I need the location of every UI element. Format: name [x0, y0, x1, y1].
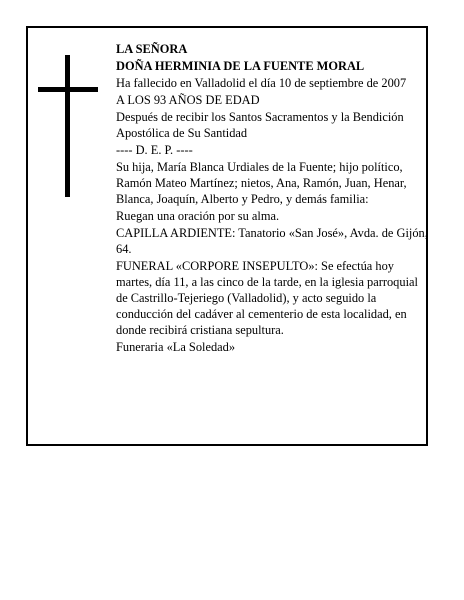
- family-list: Su hija, María Blanca Urdiales de la Fuente; hijo político, Ramón Mateo Martínez; nietos, Ana, Ramón, Juan, Henar, Blanca, Joaquín, Alberto y Pedro, y demás familia:: [116, 160, 407, 206]
- notice-title: LA SEÑORA: [116, 42, 188, 56]
- funeral-info: FUNERAL «CORPORE INSEPULTO»: Se efectúa hoy martes, día 11, a las cinco de la tarde, en la iglesia parroquial de Castrillo-Tejeriego (Valladolid), y acto seguido la conducción del cadáver al cementerio de esta localidad, en donde recibirá cristiana sepultura.: [116, 259, 418, 337]
- latin-cross-icon: [38, 55, 98, 197]
- deceased-name: DOÑA HERMINIA DE LA FUENTE MORAL: [116, 59, 365, 73]
- chapel-info: CAPILLA ARDIENTE: Tanatorio «San José», Avda. de Gijón, 64.: [116, 226, 428, 256]
- notice-text: [116, 41, 428, 356]
- cross-horizontal-bar: [38, 87, 98, 92]
- age-line: A LOS 93 AÑOS DE EDAD: [116, 93, 260, 107]
- cross-vertical-bar: [65, 55, 70, 197]
- prayer-request: Ruegan una oración por su alma.: [116, 209, 280, 223]
- obituary-notice: [26, 26, 428, 446]
- death-announcement: Ha fallecido en Valladolid el día 10 de septiembre de 2007: [116, 76, 407, 90]
- funeral-home: Funeraria «La Soledad»: [116, 340, 236, 354]
- sacraments-line: Después de recibir los Santos Sacramentos y la Bendición Apostólica de Su Santidad: [116, 110, 404, 140]
- rip-line: ---- D. E. P. ----: [116, 143, 193, 157]
